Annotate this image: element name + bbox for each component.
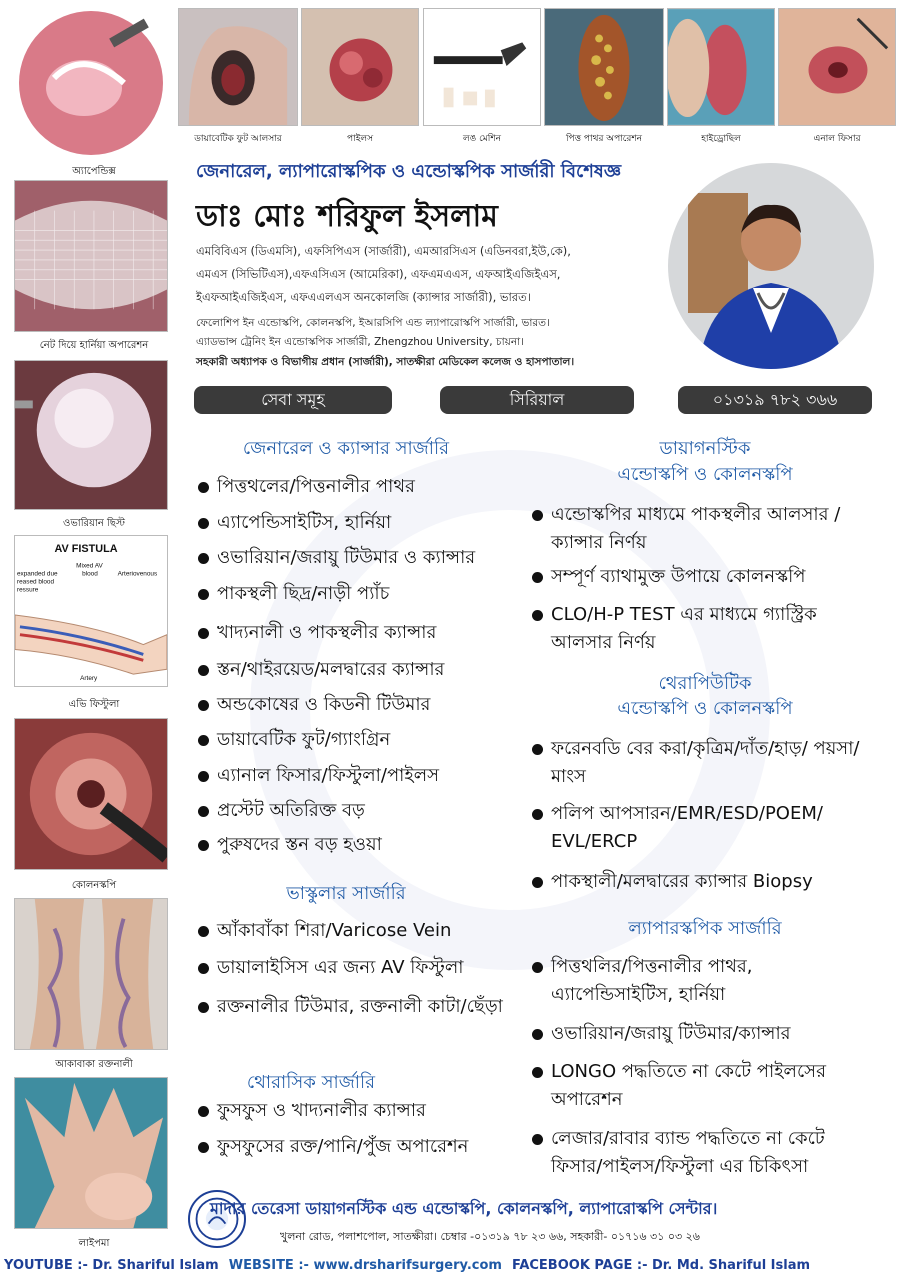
fellowship-line: ফেলোশিপ ইন এন্ডোস্কপি, কোলনস্কপি, ইআরসিপি এন্ড ল্যাপারোস্কপি সার্জারী, ভারত। — [196, 317, 550, 329]
bullet-icon — [532, 962, 543, 973]
av-label-artery: Artery — [80, 675, 98, 683]
bullet-icon — [532, 572, 543, 583]
bullet-icon — [198, 1002, 209, 1013]
av-fistula-diagram — [14, 535, 168, 687]
appendix-photo — [14, 8, 168, 158]
hernia-caption: নেট দিয়ে হার্নিয়া অপারেশন — [39, 340, 149, 351]
av-label-blood: blood — [82, 570, 98, 578]
ovarian-caption: ওভারিয়ান ছিস্ট — [62, 518, 125, 529]
website-link[interactable]: WEBSITE :- www.drsharifsurgery.com — [228, 1257, 502, 1273]
general-surgery-heading: জেনারেল ও ক্যান্সার সার্জারি — [242, 438, 450, 459]
bullet-icon — [532, 1067, 543, 1078]
center-address: খুলনা রোড, পলাশপোল, সাতক্ষীরা। চেম্বার -০১৩১৯ ৭৮ ২৩ ৬৬, সহকারী- ০১৭১৬ ৩১ ০৩ ২৬ — [280, 1230, 700, 1243]
center-name: মাদার তেরেসা ডায়াগনস্টিক এন্ড এন্ডোস্কপি, কোলনস্কপি, ল্যাপারোস্কপি সেন্টার। — [210, 1199, 718, 1218]
bullet-icon — [198, 806, 209, 817]
doctor-portrait — [668, 163, 874, 369]
list-item: ফরেনবডি বের করা/কৃত্রিম/দাঁত/হাড়/ পয়সা/মাংস — [532, 735, 877, 791]
list-item: লেজার/রাবার ব্যান্ড পদ্ধতিতে না কেটে ফিসার/পাইলস/ফিস্টুলা এর চিকিৎসা — [532, 1125, 877, 1181]
list-item: সম্পূর্ণ ব্যাথামুক্ত উপায়ে কোলনস্কপি — [532, 563, 806, 591]
position-line: সহকারী অধ্যাপক ও বিভাগীয় প্রধান (সার্জারী), সাতক্ষীরা মেডিকেল কলেজ ও হাসপাতাল। — [196, 356, 575, 368]
list-item: প্রস্টেট অতিরিক্ত বড় — [198, 797, 365, 825]
services-pill: সেবা সমূহ — [194, 386, 392, 414]
list-item: অন্ডকোষের ও কিডনী টিউমার — [198, 691, 430, 719]
bullet-icon — [198, 1106, 209, 1117]
therapeutic-heading-1: থেরাপিউটিক — [658, 673, 752, 694]
bullet-icon — [532, 744, 543, 755]
av-fistula-title: AV FISTULA — [54, 542, 118, 555]
bullet-icon — [198, 665, 209, 676]
av-label-expanded: expanded due — [16, 570, 58, 578]
bullet-icon — [532, 610, 543, 621]
list-item: ডায়ালাইসিস এর জন্য AV ফিস্টুলা — [198, 954, 464, 982]
list-item: এ্যানাল ফিসার/ফিস্টুলা/পাইলস — [198, 762, 439, 790]
appendix-caption: অ্যাপেন্ডিক্স — [72, 166, 116, 177]
bullet-icon — [198, 735, 209, 746]
bullet-icon — [198, 840, 209, 851]
youtube-link[interactable]: YOUTUBE :- Dr. Shariful Islam — [4, 1257, 219, 1273]
lipoma-photo — [14, 1077, 168, 1229]
vascular-surgery-heading: ভাস্কুলার সার্জারি — [286, 883, 406, 904]
list-item: ডায়াবেটিক ফুট/গ্যাংগ্রিন — [198, 726, 390, 754]
av-label-increased: reased blood — [16, 578, 55, 586]
bullet-icon — [198, 482, 209, 493]
list-item: খাদ্যনালী ও পাকস্থলীর ক্যান্সার — [198, 619, 436, 647]
av-label-mixed: Mixed AV — [76, 562, 103, 570]
bullet-icon — [532, 1134, 543, 1145]
ovarian-cyst-photo — [14, 360, 168, 510]
list-item: পলিপ আপসারন/EMR/ESD/POEM/ EVL/ERCP — [532, 800, 877, 856]
bullet-icon — [198, 628, 209, 639]
anal-fissure-photo — [778, 8, 896, 126]
bullet-icon — [532, 877, 543, 888]
list-item: রক্তনালীর টিউমার, রক্তনালী কাটা/ছেঁড়া — [198, 993, 518, 1021]
bullet-icon — [198, 1142, 209, 1153]
phone-pill[interactable]: ০১৩১৯ ৭৮২ ৩৬৬ — [678, 386, 872, 414]
anal-fissure-caption: এনাল ফিসার — [813, 134, 861, 144]
bullet-icon — [198, 926, 209, 937]
colonoscopy-photo — [14, 718, 168, 870]
degrees-line-3: ইএফআইএজিইএস, এফএএলএস অনকোলজি (ক্যান্সার সার্জারী), ভারত। — [196, 290, 531, 304]
diagnostic-heading-1: ডায়াগনস্টিক — [659, 438, 751, 459]
degrees-line-2: এমএস (সিভিটিএস),এফএসিএস (আমেরিকা), এফএমএএস, এফআইএজিইএস, — [196, 267, 561, 281]
list-item: ফুসফুস ও খাদ্যনালীর ক্যান্সার — [198, 1097, 426, 1125]
list-item: আঁকাবাঁকা শিরা/Varicose Vein — [198, 917, 451, 945]
list-item: পাকস্থালী/মলদ্বারের ক্যান্সার Biopsy — [532, 868, 813, 896]
training-line: এ্যাডভান্স ট্রেনিং ইন এন্ডোস্কপিক সার্জারী, Zhengzhou University, চায়না। — [196, 336, 524, 348]
therapeutic-heading-2: এন্ডোস্কপি ও কোলনস্কপি — [617, 698, 793, 719]
diagnostic-heading-2: এন্ডোস্কপি ও কোলনস্কপি — [617, 464, 793, 485]
piles-photo — [301, 8, 419, 126]
specialty-title: জেনারেল, ল্যাপারোস্কপিক ও এন্ডোস্কপিক সার্জারী বিশেষজ্ঞ — [196, 161, 622, 182]
serial-pill: সিরিয়াল — [440, 386, 634, 414]
av-fistula-caption: এভি ফিস্টুলা — [68, 699, 120, 710]
bullet-icon — [198, 518, 209, 529]
piles-caption: পাইলস — [346, 134, 374, 144]
laparoscopic-heading: ল্যাপারস্কপিক সার্জারি — [628, 918, 782, 939]
diabetic-foot-photo — [178, 8, 298, 126]
list-item: ওভারিয়ান/জরায়ু টিউমার/ক্যান্সার — [532, 1020, 791, 1048]
bullet-icon — [198, 700, 209, 711]
doctor-name: ডাঃ মোঃ শরিফুল ইসলাম — [196, 199, 498, 234]
varicose-vein-photo — [14, 898, 168, 1050]
list-item: LONGO পদ্ধতিতে না কেটে পাইলসের অপারেশন — [532, 1058, 877, 1114]
gallstone-photo — [544, 8, 664, 126]
colonoscopy-caption: কোলনস্কপি — [71, 880, 117, 891]
lipoma-caption: লাইপমা — [78, 1238, 110, 1249]
list-item: পিত্তথলির/পিত্তনালীর পাথর, এ্যাপেন্ডিসাইটিস, হার্নিয়া — [532, 953, 877, 1009]
list-item: এন্ডোস্কপির মাধ্যমে পাকস্থলীর আলসার /ক্যান্সার নির্ণয় — [532, 501, 877, 557]
list-item: স্তন/থাইরয়েড/মলদ্বারের ক্যান্সার — [198, 656, 444, 684]
bullet-icon — [532, 809, 543, 820]
list-item: পিত্তথলের/পিত্তনালীর পাথর — [198, 473, 415, 501]
list-item: পাকস্থলী ছিদ্র/নাড়ী প্যাঁচ — [198, 580, 389, 608]
av-label-pressure: ressure — [16, 586, 39, 594]
footer-bar — [0, 1250, 904, 1280]
bullet-icon — [532, 1029, 543, 1040]
degrees — [196, 240, 666, 309]
gallstone-caption: পিত্ত পাথর অপারেশন — [565, 134, 643, 144]
list-item: এ্যাপেন্ডিসাইটিস, হার্নিয়া — [198, 509, 391, 537]
bullet-icon — [198, 553, 209, 564]
varicose-caption: আকাবাকা রক্তনালী — [55, 1059, 133, 1070]
av-label-arterio: Arteriovenous — [117, 570, 158, 578]
bullet-icon — [532, 510, 543, 521]
bullet-icon — [198, 771, 209, 782]
bullet-icon — [198, 589, 209, 600]
list-item: ফুসফুসের রক্ত/পানি/পুঁজ অপারেশন — [198, 1133, 498, 1161]
hernia-mesh-photo — [14, 180, 168, 332]
hydrocele-photo — [667, 8, 775, 126]
hydrocele-caption: হাইড্রোছিল — [701, 134, 741, 144]
list-item: CLO/H-P TEST এর মাধ্যমে গ্যাস্ট্রিক আলসার নির্ণয় — [532, 601, 877, 657]
facebook-link[interactable]: FACEBOOK PAGE :- Dr. Md. Shariful Islam — [511, 1257, 811, 1273]
list-item: ওভারিয়ান/জরায়ু টিউমার ও ক্যান্সার — [198, 544, 475, 572]
list-item: পুরুষদের স্তন বড় হওয়া — [198, 831, 382, 859]
thoracic-surgery-heading: থোরাসিক সার্জারি — [246, 1072, 376, 1093]
diabetic-foot-caption: ডায়াবেটিক ফুট আলসার — [194, 134, 282, 144]
longo-caption: লঙ মেশিন — [462, 134, 502, 144]
degrees-line-1: এমবিবিএস (ডিএমসি), এফসিপিএস (সার্জারী), এমআরসিএস (এডিনবরা,ইউ,কে), — [196, 244, 571, 258]
bullet-icon — [198, 963, 209, 974]
longo-machine-photo — [423, 8, 541, 126]
